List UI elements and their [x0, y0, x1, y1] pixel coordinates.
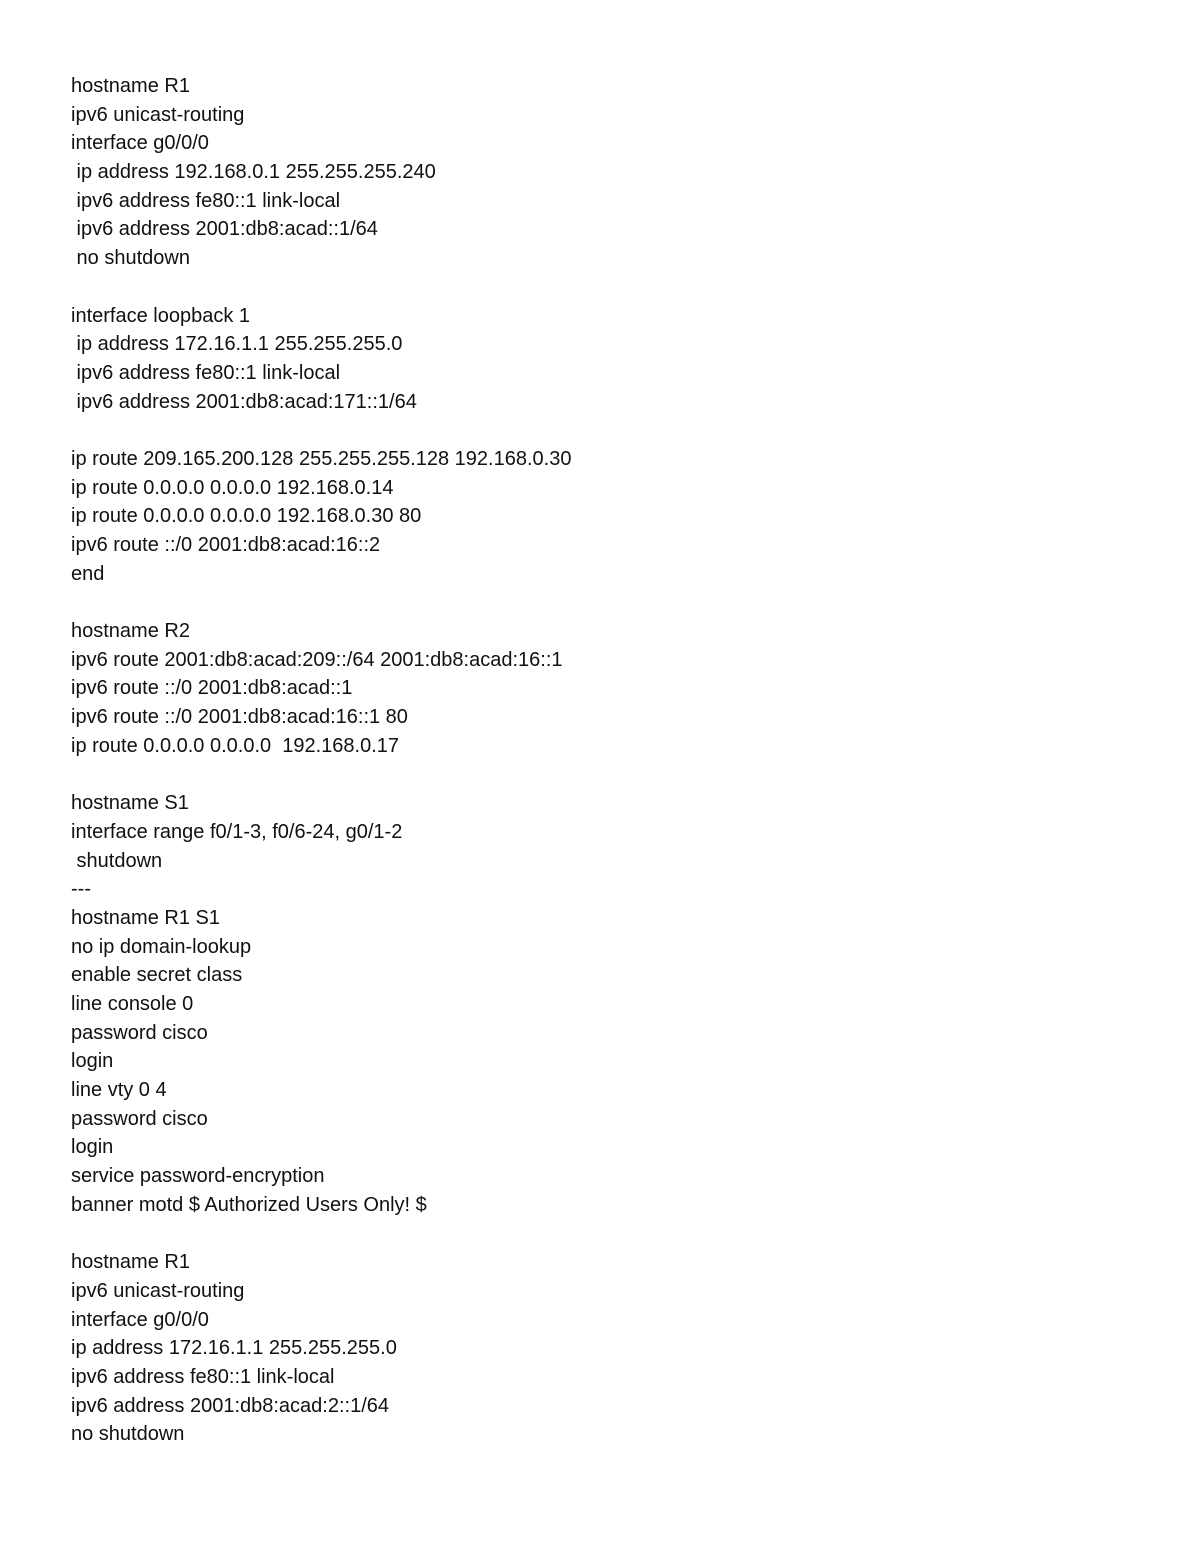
- blank-line: [71, 273, 1151, 302]
- text-line: ipv6 address fe80::1 link-local: [71, 1365, 335, 1388]
- text-line: interface loopback 1: [71, 304, 251, 327]
- text-line: no shutdown: [71, 247, 190, 270]
- text-line: ip route 209.165.200.128 255.255.255.128 192.168.0.30: [71, 447, 572, 470]
- blank-line: [71, 416, 1151, 445]
- text-line: ip route 0.0.0.0 0.0.0.0 192.168.0.17: [71, 734, 400, 757]
- text-line: no shutdown: [71, 1423, 185, 1446]
- text-line: ipv6 route 2001:db8:acad:209::/64 2001:db8:acad:16::1: [71, 648, 563, 671]
- text-line: ip address 172.16.1.1 255.255.255.0: [71, 1337, 397, 1360]
- text-line: password cisco: [71, 1107, 208, 1130]
- text-line: ip route 0.0.0.0 0.0.0.0 192.168.0.14: [71, 476, 394, 499]
- text-line: enable secret class: [71, 964, 243, 987]
- text-line: ip address 192.168.0.1 255.255.255.240: [71, 161, 436, 184]
- text-line: hostname S1: [71, 792, 189, 815]
- text-line: ipv6 route ::/0 2001:db8:acad:16::2: [71, 534, 381, 556]
- text-line: hostname R1 S1: [71, 906, 220, 929]
- blank-line: [71, 761, 1151, 790]
- text-line: no ip domain-lookup: [71, 935, 252, 958]
- text-line: interface range f0/1-3, f0/6-24, g0/1-2: [71, 820, 403, 843]
- text-line: hostname R1: [71, 1251, 190, 1274]
- text-line: interface g0/0/0: [71, 132, 209, 155]
- text-line: ip route 0.0.0.0 0.0.0.0 192.168.0.30 80: [71, 505, 422, 528]
- text-line: hostname R1: [71, 75, 190, 97]
- text-line: hostname R2: [71, 620, 190, 643]
- text-line: login: [71, 1136, 114, 1159]
- text-line: ipv6 route ::/0 2001:db8:acad:16::1 80: [71, 706, 408, 729]
- text-line: ipv6 address fe80::1 link-local: [71, 361, 341, 384]
- text-line: password cisco: [71, 1021, 208, 1044]
- text-line: end: [71, 562, 105, 585]
- text-line: banner motd $ Authorized Users Only! $: [71, 1193, 427, 1216]
- text-line: login: [71, 1050, 114, 1073]
- text-line: ipv6 address 2001:db8:acad::1/64: [71, 218, 378, 241]
- document-page: [71, 72, 1151, 1449]
- text-line: line vty 0 4: [71, 1079, 167, 1102]
- text-line: ---: [71, 878, 91, 901]
- blank-line: [71, 1220, 1151, 1249]
- text-line: ipv6 address fe80::1 link-local: [71, 189, 341, 212]
- text-line: interface g0/0/0: [71, 1308, 209, 1331]
- text-line: ipv6 address 2001:db8:acad:171::1/64: [71, 390, 417, 413]
- text-line: line console 0: [71, 993, 194, 1015]
- text-line: ipv6 unicast-routing: [71, 1279, 245, 1302]
- text-line: ipv6 route ::/0 2001:db8:acad::1: [71, 677, 353, 700]
- blank-line: [71, 588, 1151, 617]
- text-line: shutdown: [71, 849, 163, 872]
- text-line: ip address 172.16.1.1 255.255.255.0: [71, 333, 403, 356]
- text-line: ipv6 unicast-routing: [71, 103, 245, 126]
- text-line: ipv6 address 2001:db8:acad:2::1/64: [71, 1394, 390, 1417]
- text-line: service password-encryption: [71, 1165, 325, 1188]
